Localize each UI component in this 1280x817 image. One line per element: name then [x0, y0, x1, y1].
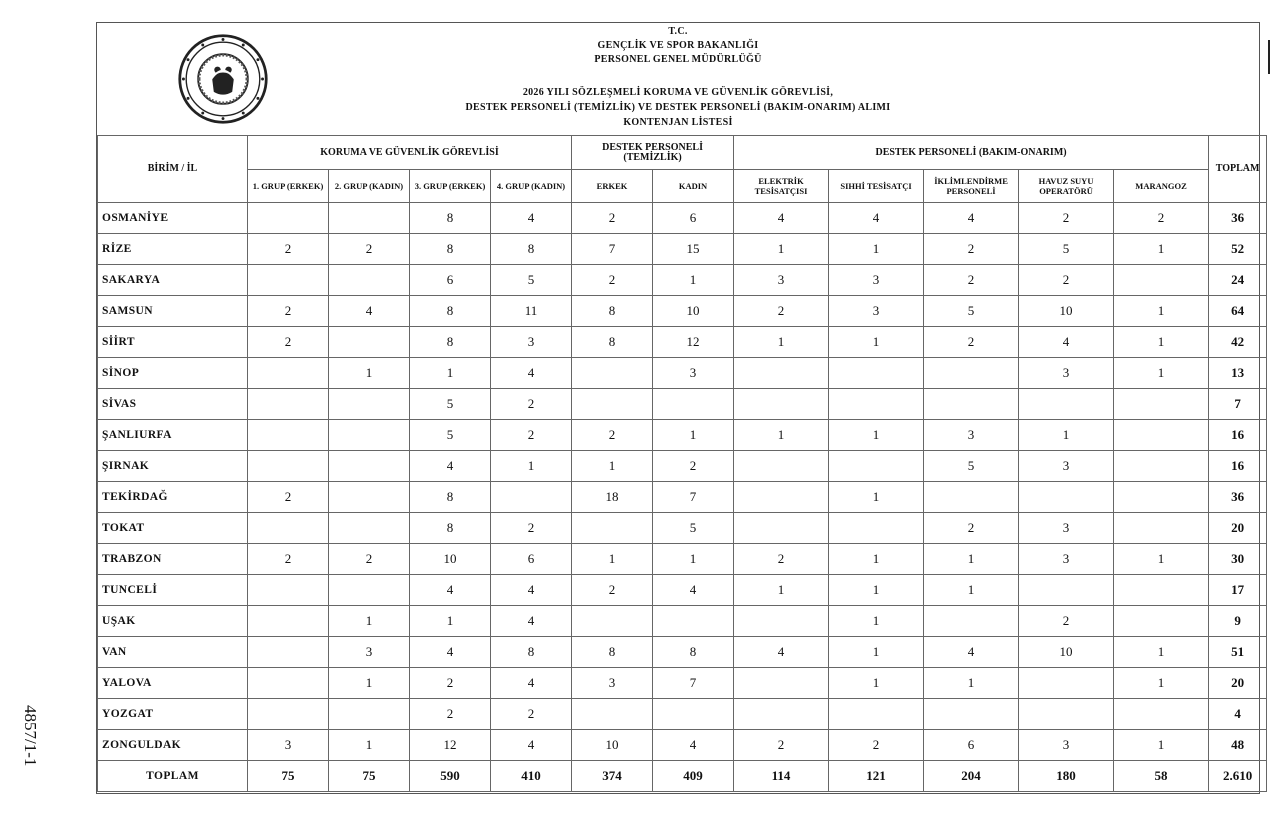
- province-name: SİİRT: [98, 327, 248, 358]
- table-row: [98, 730, 1267, 761]
- quota-cell: 2: [572, 203, 653, 234]
- quota-cell: [248, 606, 329, 637]
- quota-cell: 75: [329, 761, 410, 792]
- table-row: [98, 358, 1267, 389]
- quota-cell: [1114, 699, 1209, 730]
- row-total-cell: 24: [1209, 265, 1267, 296]
- quota-cell: 8: [653, 637, 734, 668]
- quota-cell: [734, 668, 829, 699]
- quota-cell: [829, 358, 924, 389]
- quota-cell: 12: [653, 327, 734, 358]
- quota-cell: 4: [491, 358, 572, 389]
- quota-cell: 1: [829, 637, 924, 668]
- table-row: [98, 296, 1267, 327]
- quota-cell: 409: [653, 761, 734, 792]
- row-total-cell: 16: [1209, 420, 1267, 451]
- quota-cell: 10: [572, 730, 653, 761]
- quota-cell: 5: [1019, 234, 1114, 265]
- quota-cell: 8: [572, 637, 653, 668]
- quota-cell: 4: [734, 637, 829, 668]
- quota-cell: 3: [1019, 544, 1114, 575]
- quota-cell: [329, 451, 410, 482]
- quota-cell: 3: [572, 668, 653, 699]
- quota-cell: 1: [734, 575, 829, 606]
- quota-cell: 1: [924, 668, 1019, 699]
- quota-cell: 1: [1114, 544, 1209, 575]
- quota-cell: [248, 575, 329, 606]
- quota-cell: [572, 389, 653, 420]
- quota-cell: 5: [491, 265, 572, 296]
- quota-cell: 2: [248, 327, 329, 358]
- quota-cell: 2: [572, 265, 653, 296]
- quota-cell: 1: [572, 451, 653, 482]
- province-name: TRABZON: [98, 544, 248, 575]
- table-row: [98, 668, 1267, 699]
- sub-header: 2. GRUP (KADIN): [329, 170, 410, 203]
- table-row: [98, 327, 1267, 358]
- quota-cell: 1: [829, 606, 924, 637]
- province-name: YALOVA: [98, 668, 248, 699]
- quota-cell: 1: [1114, 358, 1209, 389]
- quota-cell: [1019, 668, 1114, 699]
- table-row: [98, 637, 1267, 668]
- quota-cell: 2: [1019, 203, 1114, 234]
- row-total-cell: 2.610: [1209, 761, 1267, 792]
- quota-cell: [248, 420, 329, 451]
- quota-cell: 1: [829, 544, 924, 575]
- quota-cell: 2: [734, 296, 829, 327]
- quota-cell: 1: [734, 234, 829, 265]
- quota-cell: 114: [734, 761, 829, 792]
- quota-cell: 2: [248, 234, 329, 265]
- quota-cell: [329, 699, 410, 730]
- quota-cell: 4: [491, 668, 572, 699]
- quota-cell: [1114, 451, 1209, 482]
- quota-cell: 8: [410, 327, 491, 358]
- quota-cell: 1: [329, 668, 410, 699]
- quota-cell: 4: [410, 575, 491, 606]
- quota-cell: [572, 513, 653, 544]
- quota-cell: [329, 575, 410, 606]
- quota-cell: 1: [734, 327, 829, 358]
- quota-cell: [1019, 575, 1114, 606]
- quota-cell: 4: [829, 203, 924, 234]
- quota-cell: 10: [410, 544, 491, 575]
- quota-cell: [572, 358, 653, 389]
- quota-cell: 2: [491, 420, 572, 451]
- quota-cell: 1: [653, 420, 734, 451]
- page-edge-mark: [1268, 40, 1280, 74]
- quota-cell: [734, 513, 829, 544]
- quota-cell: 590: [410, 761, 491, 792]
- quota-cell: [248, 451, 329, 482]
- sub-header: 3. GRUP (ERKEK): [410, 170, 491, 203]
- quota-cell: 3: [329, 637, 410, 668]
- province-name: SİVAS: [98, 389, 248, 420]
- province-name: SAKARYA: [98, 265, 248, 296]
- sub-header: 1. GRUP (ERKEK): [248, 170, 329, 203]
- province-name: TEKİRDAĞ: [98, 482, 248, 513]
- quota-cell: 2: [734, 730, 829, 761]
- quota-cell: 2: [924, 234, 1019, 265]
- quota-cell: [924, 699, 1019, 730]
- quota-cell: 1: [924, 544, 1019, 575]
- quota-cell: 1: [329, 730, 410, 761]
- quota-cell: [248, 389, 329, 420]
- quota-cell: 2: [491, 389, 572, 420]
- quota-cell: 8: [491, 637, 572, 668]
- quota-cell: 6: [491, 544, 572, 575]
- quota-cell: 58: [1114, 761, 1209, 792]
- quota-cell: 2: [924, 265, 1019, 296]
- quota-cell: 3: [829, 296, 924, 327]
- quota-cell: 4: [491, 575, 572, 606]
- row-total-cell: 20: [1209, 668, 1267, 699]
- quota-cell: 1: [924, 575, 1019, 606]
- province-name: RİZE: [98, 234, 248, 265]
- table-row: [98, 482, 1267, 513]
- quota-cell: 2: [653, 451, 734, 482]
- quota-cell: 2: [248, 482, 329, 513]
- table-row: [98, 544, 1267, 575]
- quota-cell: 11: [491, 296, 572, 327]
- sub-header: ERKEK: [572, 170, 653, 203]
- quota-cell: 3: [1019, 730, 1114, 761]
- table-row: [98, 513, 1267, 544]
- quota-cell: 4: [653, 575, 734, 606]
- table-row: [98, 234, 1267, 265]
- sub-header: ELEKTRİK TESİSATÇISI: [734, 170, 829, 203]
- row-total-cell: 4: [1209, 699, 1267, 730]
- quota-cell: 4: [653, 730, 734, 761]
- quota-cell: 8: [572, 296, 653, 327]
- quota-cell: 1: [829, 668, 924, 699]
- quota-cell: [572, 699, 653, 730]
- quota-cell: 2: [491, 699, 572, 730]
- quota-cell: 1: [653, 544, 734, 575]
- quota-cell: [734, 606, 829, 637]
- quota-cell: [1114, 265, 1209, 296]
- quota-cell: 5: [410, 420, 491, 451]
- quota-cell: [734, 389, 829, 420]
- quota-cell: [248, 265, 329, 296]
- quota-cell: 5: [924, 451, 1019, 482]
- totals-label: TOPLAM: [98, 761, 248, 792]
- quota-cell: 2: [248, 544, 329, 575]
- quota-cell: 4: [924, 203, 1019, 234]
- row-total-cell: 7: [1209, 389, 1267, 420]
- document-frame: [96, 22, 1260, 794]
- quota-cell: 2: [572, 420, 653, 451]
- quota-cell: 4: [924, 637, 1019, 668]
- row-total-cell: 36: [1209, 482, 1267, 513]
- quota-cell: 1: [829, 575, 924, 606]
- quota-cell: 4: [410, 637, 491, 668]
- quota-cell: 2: [1019, 606, 1114, 637]
- table-row: [98, 451, 1267, 482]
- quota-cell: 1: [734, 420, 829, 451]
- quota-cell: [653, 389, 734, 420]
- table-row: [98, 699, 1267, 730]
- quota-cell: 3: [491, 327, 572, 358]
- quota-cell: [924, 606, 1019, 637]
- quota-cell: [924, 482, 1019, 513]
- quota-cell: [248, 637, 329, 668]
- quota-cell: 1: [1114, 327, 1209, 358]
- row-total-cell: 17: [1209, 575, 1267, 606]
- document-header: [97, 23, 1259, 135]
- quota-cell: 1: [329, 606, 410, 637]
- quota-cell: 4: [491, 730, 572, 761]
- quota-cell: [329, 513, 410, 544]
- quota-cell: 1: [1019, 420, 1114, 451]
- quota-cell: [734, 358, 829, 389]
- row-total-cell: 51: [1209, 637, 1267, 668]
- quota-cell: 2: [572, 575, 653, 606]
- quota-cell: 2: [1019, 265, 1114, 296]
- quota-cell: 5: [410, 389, 491, 420]
- quota-cell: 1: [1114, 296, 1209, 327]
- row-total-cell: 36: [1209, 203, 1267, 234]
- quota-cell: 2: [248, 296, 329, 327]
- quota-cell: [1114, 389, 1209, 420]
- quota-cell: [1019, 389, 1114, 420]
- quota-cell: [734, 451, 829, 482]
- quota-cell: 3: [924, 420, 1019, 451]
- quota-cell: [829, 513, 924, 544]
- quota-cell: 6: [410, 265, 491, 296]
- quota-cell: [829, 389, 924, 420]
- quota-cell: 2: [410, 668, 491, 699]
- header-title-line1: 2026 YILI SÖZLEŞMELİ KORUMA VE GÜVENLİK GÖREVLİSİ,: [522, 87, 834, 98]
- quota-cell: [248, 668, 329, 699]
- quota-cell: [329, 265, 410, 296]
- quota-cell: [329, 203, 410, 234]
- sub-header: 4. GRUP (KADIN): [491, 170, 572, 203]
- quota-cell: 8: [410, 513, 491, 544]
- province-name: SİNOP: [98, 358, 248, 389]
- quota-cell: 374: [572, 761, 653, 792]
- quota-cell: 2: [924, 327, 1019, 358]
- quota-cell: 1: [329, 358, 410, 389]
- quota-cell: 1: [410, 358, 491, 389]
- province-name: OSMANİYE: [98, 203, 248, 234]
- province-name: ŞIRNAK: [98, 451, 248, 482]
- quota-cell: 2: [329, 234, 410, 265]
- quota-cell: [329, 482, 410, 513]
- quota-cell: [924, 358, 1019, 389]
- total-column-header: TOPLAM: [1209, 136, 1267, 203]
- quota-cell: 410: [491, 761, 572, 792]
- quota-cell: 180: [1019, 761, 1114, 792]
- row-total-cell: 20: [1209, 513, 1267, 544]
- quota-cell: 8: [410, 234, 491, 265]
- quota-cell: 4: [410, 451, 491, 482]
- quota-cell: [1019, 699, 1114, 730]
- quota-cell: 2: [829, 730, 924, 761]
- quota-cell: 3: [734, 265, 829, 296]
- quota-cell: 8: [491, 234, 572, 265]
- province-name: TOKAT: [98, 513, 248, 544]
- quota-cell: 1: [829, 420, 924, 451]
- quota-cell: 10: [653, 296, 734, 327]
- province-name: ŞANLIURFA: [98, 420, 248, 451]
- quota-cell: 15: [653, 234, 734, 265]
- quota-cell: [829, 451, 924, 482]
- quota-cell: 3: [248, 730, 329, 761]
- quota-cell: 1: [829, 234, 924, 265]
- quota-cell: 1: [1114, 730, 1209, 761]
- quota-cell: 3: [1019, 451, 1114, 482]
- table-row: [98, 203, 1267, 234]
- table-row: [98, 420, 1267, 451]
- province-name: UŞAK: [98, 606, 248, 637]
- quota-cell: 1: [1114, 637, 1209, 668]
- row-total-cell: 42: [1209, 327, 1267, 358]
- table-row: [98, 606, 1267, 637]
- quota-cell: 3: [653, 358, 734, 389]
- quota-cell: 4: [734, 203, 829, 234]
- quota-cell: 3: [829, 265, 924, 296]
- quota-cell: 4: [491, 203, 572, 234]
- quota-table: [97, 135, 1267, 792]
- row-total-cell: 52: [1209, 234, 1267, 265]
- province-name: SAMSUN: [98, 296, 248, 327]
- quota-cell: 3: [1019, 358, 1114, 389]
- quota-cell: [734, 482, 829, 513]
- quota-cell: 121: [829, 761, 924, 792]
- quota-cell: 4: [491, 606, 572, 637]
- quota-cell: 1: [829, 327, 924, 358]
- row-total-cell: 13: [1209, 358, 1267, 389]
- security-group-header: KORUMA VE GÜVENLİK GÖREVLİSİ: [248, 136, 572, 170]
- sub-header: İKLİMLENDİRME PERSONELİ: [924, 170, 1019, 203]
- quota-cell: 8: [410, 482, 491, 513]
- quota-cell: 4: [1019, 327, 1114, 358]
- maintenance-group-header: DESTEK PERSONELİ (BAKIM-ONARIM): [734, 136, 1209, 170]
- quota-cell: [329, 420, 410, 451]
- quota-cell: 2: [1114, 203, 1209, 234]
- quota-cell: [329, 327, 410, 358]
- quota-table-body: [98, 203, 1267, 792]
- quota-cell: 7: [572, 234, 653, 265]
- quota-cell: 2: [924, 513, 1019, 544]
- quota-cell: [491, 482, 572, 513]
- quota-cell: [734, 699, 829, 730]
- header-title-line2: DESTEK PERSONELİ (TEMİZLİK) VE DESTEK PERSONELİ (BAKIM-ONARIM) ALIMI: [465, 102, 891, 113]
- quota-cell: 2: [329, 544, 410, 575]
- row-total-cell: 64: [1209, 296, 1267, 327]
- header-ministry: GENÇLİK VE SPOR BAKANLIĞI: [597, 40, 759, 51]
- quota-cell: 2: [734, 544, 829, 575]
- quota-cell: [829, 699, 924, 730]
- quota-cell: 1: [572, 544, 653, 575]
- header-title-line3: KONTENJAN LİSTESİ: [623, 117, 733, 128]
- quota-cell: 1: [653, 265, 734, 296]
- row-total-cell: 16: [1209, 451, 1267, 482]
- quota-cell: [1019, 482, 1114, 513]
- row-total-cell: 48: [1209, 730, 1267, 761]
- header-country: T.C.: [668, 26, 688, 37]
- quota-cell: 3: [1019, 513, 1114, 544]
- table-row: [98, 389, 1267, 420]
- quota-cell: [248, 203, 329, 234]
- quota-cell: 1: [1114, 668, 1209, 699]
- sub-header: SIHHİ TESİSATÇI: [829, 170, 924, 203]
- row-total-cell: 9: [1209, 606, 1267, 637]
- quota-cell: 10: [1019, 637, 1114, 668]
- quota-cell: 204: [924, 761, 1019, 792]
- quota-cell: [329, 389, 410, 420]
- quota-cell: 1: [410, 606, 491, 637]
- quota-cell: 8: [572, 327, 653, 358]
- quota-cell: [924, 389, 1019, 420]
- quota-cell: [653, 699, 734, 730]
- sub-header: MARANGOZ: [1114, 170, 1209, 203]
- cleaning-group-header: DESTEK PERSONELİ (TEMİZLİK): [572, 136, 734, 170]
- quota-cell: 12: [410, 730, 491, 761]
- quota-cell: [248, 513, 329, 544]
- quota-cell: 8: [410, 296, 491, 327]
- unit-column-header: BİRİM / İL: [98, 136, 248, 203]
- quota-cell: 10: [1019, 296, 1114, 327]
- quota-cell: 75: [248, 761, 329, 792]
- sub-header: KADIN: [653, 170, 734, 203]
- header-department: PERSONEL GENEL MÜDÜRLÜĞÜ: [594, 54, 762, 65]
- quota-cell: [1114, 420, 1209, 451]
- quota-cell: 7: [653, 668, 734, 699]
- quota-cell: [1114, 513, 1209, 544]
- row-total-cell: 30: [1209, 544, 1267, 575]
- quota-cell: 1: [1114, 234, 1209, 265]
- quota-cell: [1114, 482, 1209, 513]
- quota-cell: 2: [491, 513, 572, 544]
- province-name: TUNCELİ: [98, 575, 248, 606]
- quota-cell: 1: [491, 451, 572, 482]
- quota-cell: 18: [572, 482, 653, 513]
- quota-cell: [572, 606, 653, 637]
- province-name: ZONGULDAK: [98, 730, 248, 761]
- quota-cell: [653, 606, 734, 637]
- table-row: [98, 265, 1267, 296]
- quota-cell: 7: [653, 482, 734, 513]
- quota-cell: [248, 699, 329, 730]
- province-name: VAN: [98, 637, 248, 668]
- province-name: YOZGAT: [98, 699, 248, 730]
- quota-cell: 6: [924, 730, 1019, 761]
- quota-cell: 2: [410, 699, 491, 730]
- quota-cell: 1: [829, 482, 924, 513]
- quota-cell: 4: [329, 296, 410, 327]
- totals-row: [98, 761, 1267, 792]
- quota-cell: [248, 358, 329, 389]
- quota-cell: 6: [653, 203, 734, 234]
- quota-cell: 5: [924, 296, 1019, 327]
- quota-cell: [1114, 606, 1209, 637]
- quota-cell: 8: [410, 203, 491, 234]
- table-row: [98, 575, 1267, 606]
- quota-cell: [1114, 575, 1209, 606]
- document-side-code: 4857/1-1: [21, 705, 40, 767]
- sub-header: HAVUZ SUYU OPERATÖRÜ: [1019, 170, 1114, 203]
- quota-cell: 5: [653, 513, 734, 544]
